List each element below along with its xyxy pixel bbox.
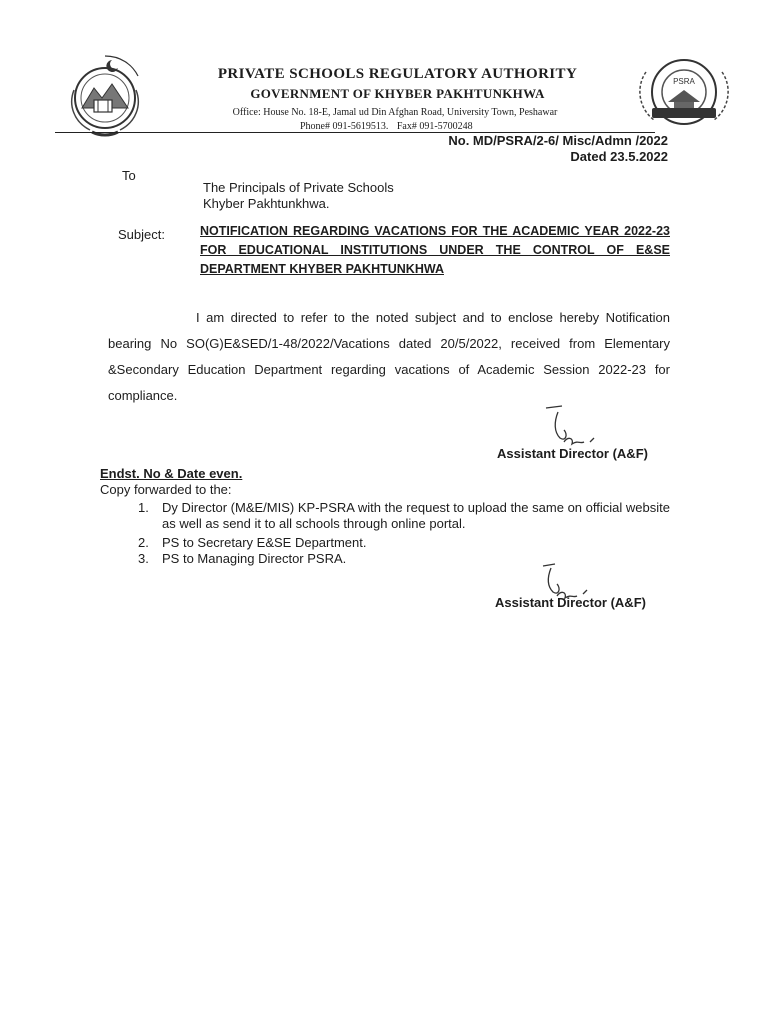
signatory-title-1: Assistant Director (A&F) [497, 446, 648, 461]
reference-number: No. MD/PSRA/2-6/ Misc/Admn /2022 [448, 133, 668, 148]
contact-line [300, 121, 473, 132]
addressee [203, 180, 394, 212]
body-text: I am directed to refer to the noted subject and to enclose hereby Notification bearing No SO(G)E&SED/1-48/2022/Vacations dated 20/5/2022, received from Elementary &Secondary Education Department regarding vacations of Academic Session 2022-23 for compliance. [108, 310, 670, 403]
signatory-title-2: Assistant Director (A&F) [495, 595, 646, 610]
subject-label: Subject: [118, 227, 165, 242]
addressee-line-1: The Principals of Private Schools [203, 180, 394, 195]
subject-text: NOTIFICATION REGARDING VACATIONS FOR THE ACADEMIC YEAR 2022-23 FOR EDUCATIONAL INSTITUTIONS UNDER THE CONTROL OF E&SE DEPARTMENT KHYBER PAKHTUNKHWA [200, 224, 670, 276]
psra-seal-icon [624, 52, 744, 132]
government-name: GOVERNMENT OF KHYBER PAKHTUNKHWA [250, 86, 545, 101]
list-item: 3. PS to Managing Director PSRA. [138, 551, 347, 566]
seal-abbreviation: PSRA [673, 77, 695, 86]
fax-number: Fax# 091-5700248 [396, 121, 473, 132]
kp-government-emblem-icon [60, 50, 150, 140]
organization-name: PRIVATE SCHOOLS REGULATORY AUTHORITY [217, 66, 578, 82]
phone-number: Phone# 091-5619513. [300, 121, 389, 132]
endorsement-heading: Endst. No & Date even. [100, 466, 243, 481]
list-item: 2. PS to Secretary E&SE Department. [138, 535, 367, 550]
letter-date: Dated 23.5.2022 [570, 149, 668, 164]
distribution-list [138, 500, 670, 567]
addressee-line-2: Khyber Pakhtunkhwa. [203, 196, 330, 211]
copy-forwarded-label: Copy forwarded to the: [100, 482, 232, 497]
office-address: Office: House No. 18-E, Jamal ud Din Afghan Road, University Town, Peshawar [232, 107, 558, 118]
list-item: 1. Dy Director (M&E/MIS) KP-PSRA with the request to upload the same on official website as well as send it to all schools through online portal. [138, 500, 670, 531]
to-label: To [122, 168, 136, 183]
body-paragraph [108, 305, 670, 409]
